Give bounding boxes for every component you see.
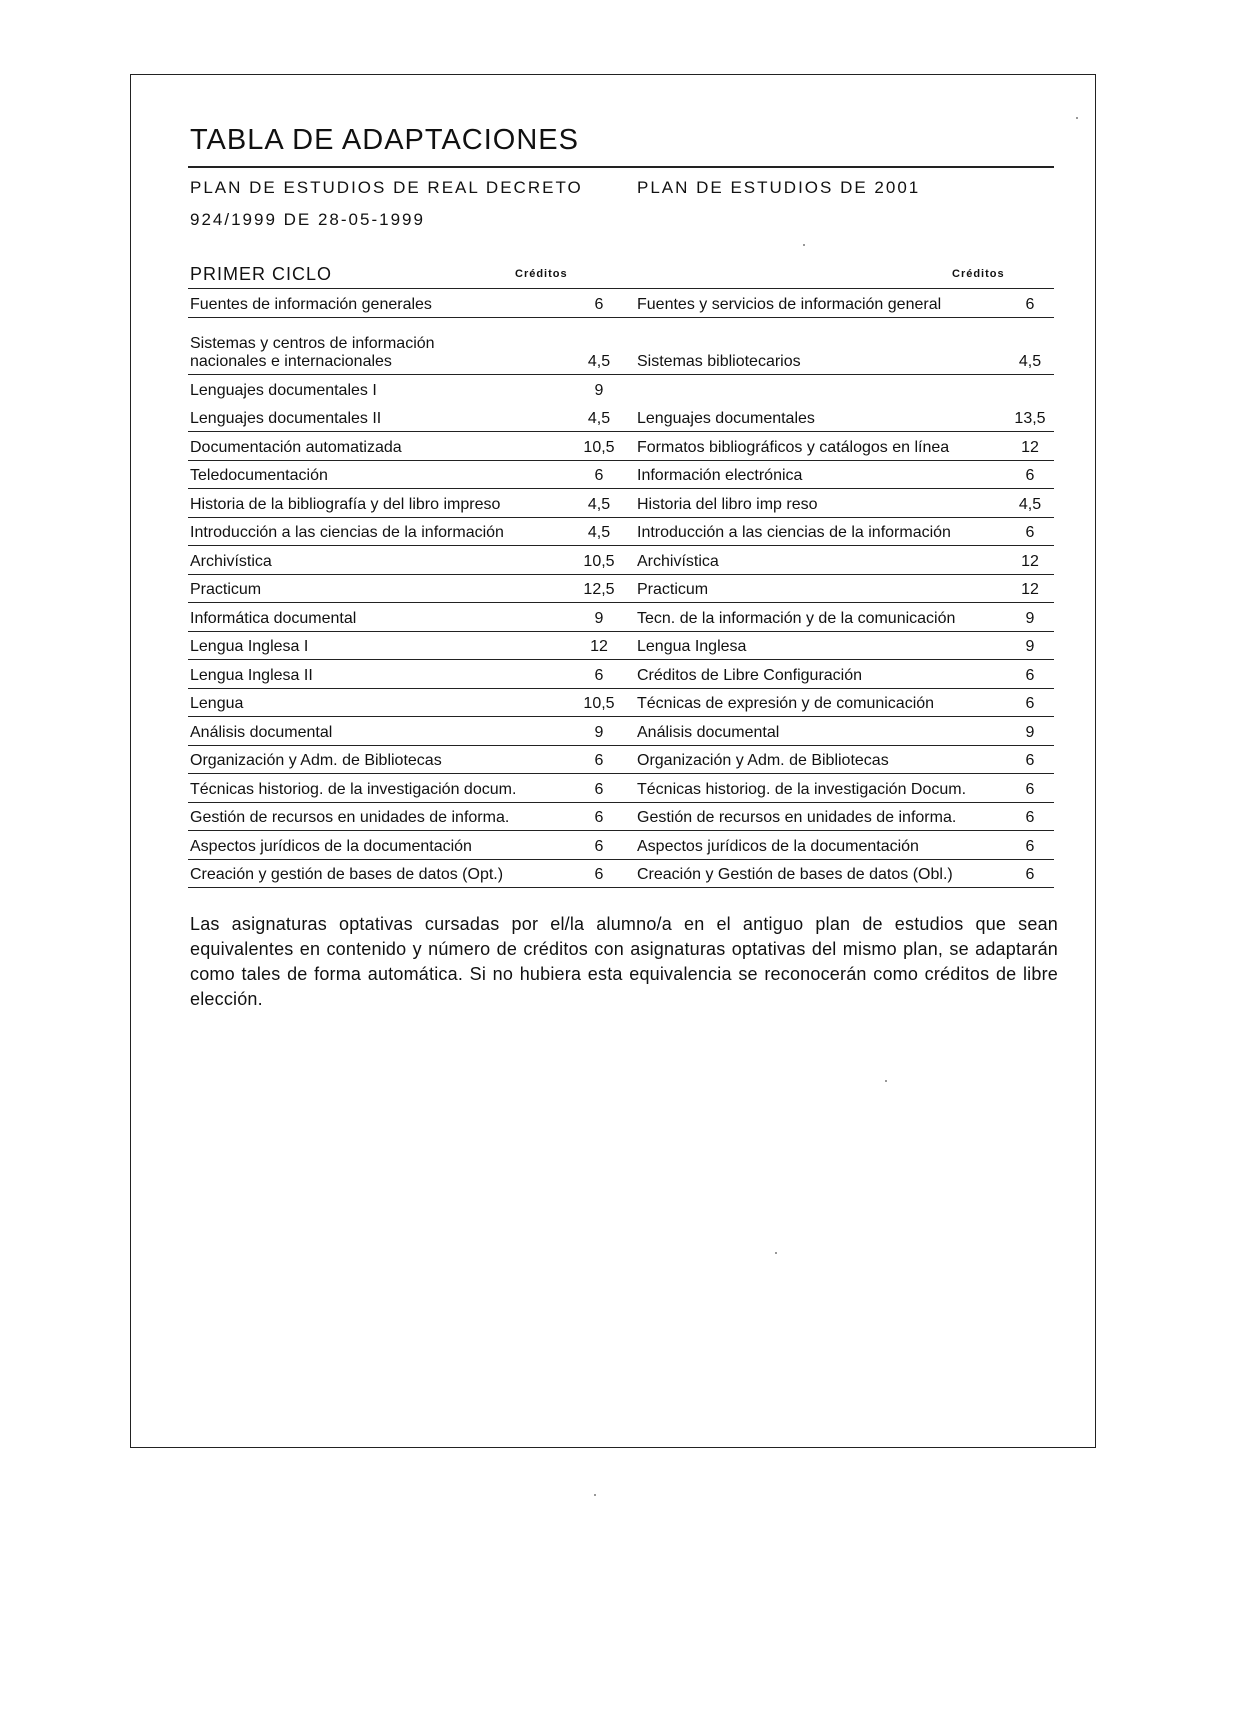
- credits-header-new: Créditos: [952, 268, 1005, 280]
- table-row: [188, 289, 1054, 318]
- new-credits: 6: [1006, 745, 1054, 774]
- old-credits: 4,5: [563, 489, 635, 518]
- old-subject: Sistemas y centros de información nacionales e internacionales: [188, 318, 563, 375]
- old-plan-line-1: PLAN DE ESTUDIOS DE REAL DECRETO: [190, 178, 583, 197]
- new-credits: 6: [1006, 774, 1054, 803]
- new-subject: Formatos bibliográficos y catálogos en línea: [635, 432, 1006, 461]
- scan-speck: [885, 1080, 887, 1082]
- new-credits: [1006, 375, 1054, 404]
- new-subject: Historia del libro imp reso: [635, 489, 1006, 518]
- old-subject: Lengua Inglesa II: [188, 660, 563, 689]
- new-subject: Lenguajes documentales: [635, 403, 1006, 432]
- old-subject: Introducción a las ciencias de la información: [188, 517, 563, 546]
- new-credits: 4,5: [1006, 489, 1054, 518]
- old-subject: Lengua: [188, 688, 563, 717]
- new-credits: 4,5: [1006, 318, 1054, 375]
- table-row: [188, 517, 1054, 546]
- new-subject: Lengua Inglesa: [635, 631, 1006, 660]
- scan-speck: [775, 1252, 777, 1254]
- old-subject: Técnicas historiog. de la investigación docum.: [188, 774, 563, 803]
- new-subject: Aspectos jurídicos de la documentación: [635, 831, 1006, 860]
- scan-speck: [594, 1494, 596, 1496]
- old-credits: 9: [594, 382, 604, 399]
- old-credits: 6: [563, 745, 635, 774]
- table-row: [188, 717, 1054, 746]
- new-credits: 6: [1006, 859, 1054, 888]
- new-subject: Tecn. de la información y de la comunicación: [635, 603, 1006, 632]
- old-subject: Análisis documental: [188, 717, 563, 746]
- old-subject: Practicum: [188, 574, 563, 603]
- header-rule: [188, 166, 1054, 168]
- table-row: [188, 802, 1054, 831]
- adaptation-table-body: [188, 289, 1054, 888]
- old-credits: 10,5: [563, 688, 635, 717]
- old-subject: Teledocumentación: [188, 460, 563, 489]
- table-row: [188, 375, 1054, 404]
- table-row: [188, 745, 1054, 774]
- new-credits: 6: [1006, 517, 1054, 546]
- credits-header-old: Créditos: [515, 268, 568, 280]
- new-subject: Técnicas de expresión y de comunicación: [635, 688, 1006, 717]
- table-row: [188, 546, 1054, 575]
- new-subject: Introducción a las ciencias de la información: [635, 517, 1006, 546]
- old-credits: 4,5: [563, 517, 635, 546]
- table-row: [188, 432, 1054, 461]
- old-credits: 10,5: [563, 432, 635, 461]
- old-plan-line-2: 924/1999 DE 28-05-1999: [190, 210, 425, 229]
- table-row: [188, 318, 1054, 375]
- new-subject: Organización y Adm. de Bibliotecas: [635, 745, 1006, 774]
- new-subject: [635, 375, 1006, 404]
- table-row: [188, 660, 1054, 689]
- old-subject: Lenguajes documentales II: [188, 403, 563, 432]
- old-credits: 6: [563, 859, 635, 888]
- old-credits: 4,5: [563, 403, 635, 432]
- new-subject: Fuentes y servicios de información general: [635, 289, 1006, 318]
- new-subject: Técnicas historiog. de la investigación Docum.: [635, 774, 1006, 803]
- new-credits: 12: [1006, 574, 1054, 603]
- new-subject: Creación y Gestión de bases de datos (Obl.): [635, 859, 1006, 888]
- old-subject: Creación y gestión de bases de datos (Opt.): [188, 859, 563, 888]
- new-plan-heading: PLAN DE ESTUDIOS DE 2001: [637, 178, 921, 197]
- old-credits: 10,5: [563, 546, 635, 575]
- old-credits: 4,5: [563, 318, 635, 375]
- old-subject: Documentación automatizada: [188, 432, 563, 461]
- footnote-paragraph: Las asignaturas optativas cursadas por el/la alumno/a en el antiguo plan de estudios que sean equivalentes en contenido y número de créditos con asignaturas optativas del mismo plan, se adaptarán como tales de forma automática. Si no hubiera esta equivalencia se reconocerán como créditos de libre elección.: [190, 914, 1058, 1009]
- old-plan-heading: [190, 172, 583, 236]
- old-credits: 6: [563, 831, 635, 860]
- old-credits: 6: [563, 802, 635, 831]
- new-subject: Gestión de recursos en unidades de informa.: [635, 802, 1006, 831]
- scan-speck: [803, 244, 805, 246]
- adaptation-table: [188, 289, 1054, 888]
- table-row: [188, 774, 1054, 803]
- new-subject: Créditos de Libre Configuración: [635, 660, 1006, 689]
- new-credits: 12: [1006, 546, 1054, 575]
- old-subject: Organización y Adm. de Bibliotecas: [188, 745, 563, 774]
- old-credits: 9: [563, 717, 635, 746]
- table-row: [188, 603, 1054, 632]
- old-subject: Archivística: [188, 546, 563, 575]
- old-credits: 12: [563, 631, 635, 660]
- section-heading: PRIMER CICLO: [190, 264, 333, 284]
- table-row: [188, 403, 1054, 432]
- new-credits: 9: [1006, 631, 1054, 660]
- table-row: [188, 460, 1054, 489]
- old-credits: 6: [563, 289, 635, 318]
- new-subject: Análisis documental: [635, 717, 1006, 746]
- old-subject: Lenguajes documentales I: [190, 382, 377, 399]
- old-credits: 6: [563, 774, 635, 803]
- new-credits: 9: [1006, 717, 1054, 746]
- old-credits: 9: [563, 603, 635, 632]
- table-row: [188, 831, 1054, 860]
- new-credits: 12: [1006, 432, 1054, 461]
- new-subject: Archivística: [635, 546, 1006, 575]
- new-credits: 6: [1006, 802, 1054, 831]
- old-credits: 6: [563, 660, 635, 689]
- new-credits: 6: [1006, 460, 1054, 489]
- old-credits: 12,5: [563, 574, 635, 603]
- table-row: [188, 688, 1054, 717]
- new-subject: Sistemas bibliotecarios: [635, 318, 1006, 375]
- new-subject: Practicum: [635, 574, 1006, 603]
- new-credits: 6: [1006, 831, 1054, 860]
- old-subject: Aspectos jurídicos de la documentación: [188, 831, 563, 860]
- new-credits: 13,5: [1006, 403, 1054, 432]
- new-subject: Información electrónica: [635, 460, 1006, 489]
- old-subject: Informática documental: [188, 603, 563, 632]
- old-subject: Fuentes de información generales: [188, 289, 563, 318]
- table-row: [188, 859, 1054, 888]
- table-row: [188, 489, 1054, 518]
- table-row: [188, 631, 1054, 660]
- new-credits: 9: [1006, 603, 1054, 632]
- table-row: [188, 574, 1054, 603]
- old-subject: Gestión de recursos en unidades de informa.: [188, 802, 563, 831]
- old-subject: Historia de la bibliografía y del libro impreso: [188, 489, 563, 518]
- new-credits: 6: [1006, 688, 1054, 717]
- new-credits: 6: [1006, 660, 1054, 689]
- old-subject: Lengua Inglesa I: [188, 631, 563, 660]
- scan-speck: [1076, 117, 1078, 119]
- page-title: TABLA DE ADAPTACIONES: [190, 124, 579, 156]
- new-credits: 6: [1006, 289, 1054, 318]
- old-credits: 6: [563, 460, 635, 489]
